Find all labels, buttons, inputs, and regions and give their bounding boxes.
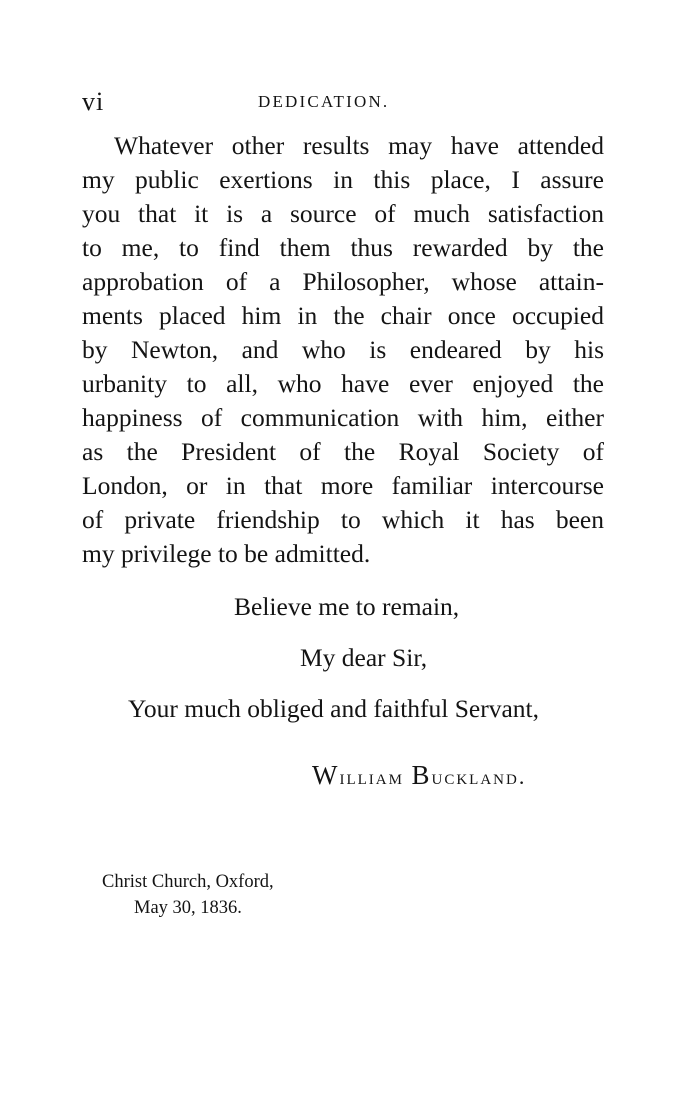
dateline-place: Christ Church, Oxford, <box>102 872 274 892</box>
running-head <box>82 88 604 116</box>
body-line: Whatever other results may have attended <box>114 131 604 160</box>
body-line: of private friendship to which it has been <box>82 505 604 534</box>
closing-line-servant: Your much obliged and faithful Servant, <box>128 694 540 723</box>
body-line: my privilege to be admitted. <box>82 539 371 568</box>
dedication-body <box>82 129 604 571</box>
body-line: you that it is a source of much satisfaction <box>82 199 604 228</box>
signature-first-initial: W <box>312 760 340 790</box>
running-title: DEDICATION. <box>258 92 390 111</box>
body-line: as the President of the Royal Society of <box>82 437 604 466</box>
closing-line-believe: Believe me to remain, <box>234 592 460 621</box>
body-line: happiness of communication with him, either <box>82 403 604 432</box>
body-line: to me, to find them thus rewarded by the <box>82 233 604 262</box>
body-line: approbation of a Philosopher, whose attain- <box>82 267 604 296</box>
signature-last-rest: uckland. <box>431 764 527 789</box>
closing-line-salutation: My dear Sir, <box>300 643 428 672</box>
signature <box>312 758 526 794</box>
body-line: my public exertions in this place, I assure <box>82 165 604 194</box>
signature-last-initial: B <box>411 760 432 790</box>
body-line: London, or in that more familiar intercourse <box>82 471 604 500</box>
dateline-date: May 30, 1836. <box>134 898 242 918</box>
page-number: vi <box>82 87 105 116</box>
signature-first-rest: illiam <box>339 764 404 789</box>
body-line: by Newton, and who is endeared by his <box>82 335 604 364</box>
body-line: urbanity to all, who have ever enjoyed the <box>82 369 604 398</box>
body-line: ments placed him in the chair once occupied <box>82 301 604 330</box>
